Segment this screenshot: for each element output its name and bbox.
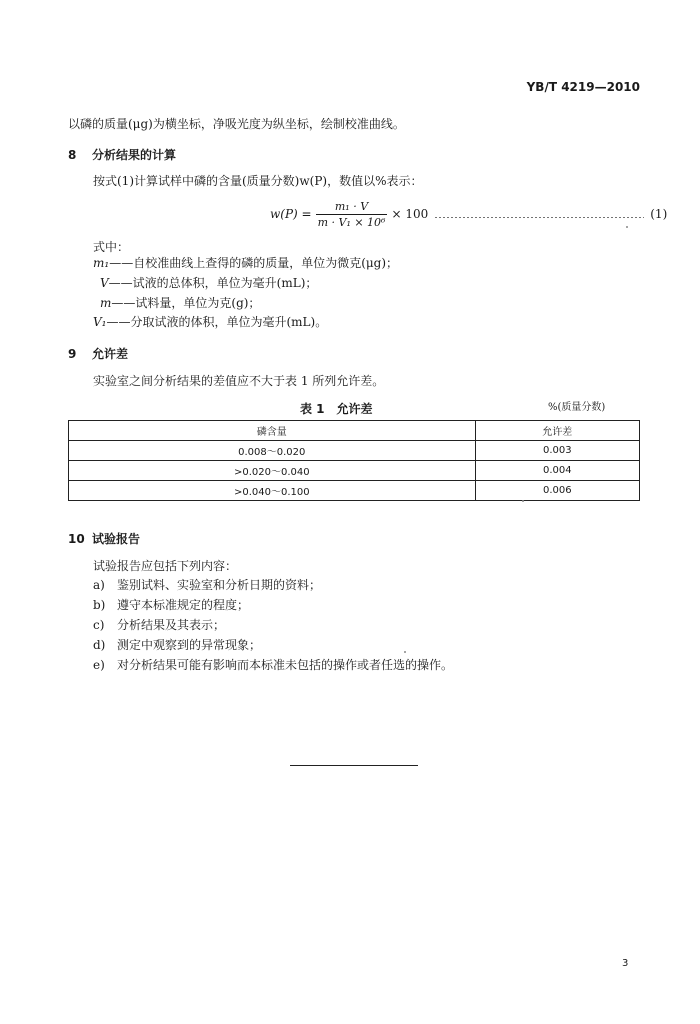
section-title: 允许差 <box>92 347 129 361</box>
variable-description: ——试料量，单位为克(g)； <box>111 296 261 310</box>
section-9-text: 实验室之间分析结果的差值应不大于表 1 所列允许差。 <box>93 374 385 388</box>
section-8-intro: 按式(1)计算试样中磷的含量(质量分数)w(P)，数值以%表示： <box>93 174 423 188</box>
list-item-label: b) <box>93 598 106 612</box>
section-title: 试验报告 <box>92 532 141 546</box>
variable-symbol: V <box>100 276 109 290</box>
fraction-bar <box>316 214 388 215</box>
section-8-heading <box>68 146 176 163</box>
table-row <box>69 441 640 461</box>
variable-description: ——分取试液的体积，单位为毫升(mL)。 <box>106 315 328 329</box>
list-item <box>93 578 321 592</box>
formula-numerator: m₁ · V <box>334 199 369 213</box>
list-item-label: d) <box>93 638 106 652</box>
variable-description: ——自校准曲线上查得的磷的质量，单位为微克(μg)； <box>109 256 399 270</box>
section-10-heading <box>68 530 140 547</box>
list-item-text: 对分析结果可能有影响而本标准未包括的操作或者任选的操作。 <box>117 658 454 672</box>
table-cell: 0.006 <box>475 481 639 501</box>
intro-paragraph: 以磷的质量(μg)为横坐标，净吸光度为纵坐标，绘制校准曲线。 <box>68 117 405 131</box>
table-header-cell: 磷含量 <box>69 421 476 441</box>
table-cell: >0.040～0.100 <box>69 481 476 501</box>
variable-symbol: m <box>100 296 112 310</box>
table-row <box>69 461 640 481</box>
section-number: 10 <box>68 532 85 546</box>
list-item <box>93 638 261 652</box>
scan-speck <box>626 226 628 228</box>
section-9-heading <box>68 345 128 362</box>
variable-definition <box>93 315 327 329</box>
section-number: 9 <box>68 347 77 361</box>
list-item <box>93 658 453 672</box>
dot-leader <box>434 210 644 218</box>
list-item-label: c) <box>93 618 105 632</box>
table-cell: 0.003 <box>475 441 639 461</box>
page-number: 3 <box>622 958 629 969</box>
equation-number: (1) <box>650 207 668 221</box>
list-item-label: a) <box>93 578 105 592</box>
table-header-cell: 允许差 <box>475 421 639 441</box>
table-header-row <box>69 421 640 441</box>
tolerance-table <box>68 420 640 501</box>
where-label: 式中： <box>93 240 130 254</box>
variable-description: ——试液的总体积，单位为毫升(mL)； <box>108 276 318 290</box>
list-item-text: 测定中观察到的异常现象； <box>117 638 262 652</box>
variable-symbol: V₁ <box>93 315 107 329</box>
scan-speck <box>404 651 406 653</box>
list-item-text: 分析结果及其表示； <box>117 618 226 632</box>
table-caption: 表 1 允许差 <box>300 402 373 416</box>
end-rule <box>290 765 418 766</box>
list-item <box>93 618 225 632</box>
table-cell: 0.008～0.020 <box>69 441 476 461</box>
formula-fraction <box>316 200 388 229</box>
list-item <box>93 598 249 612</box>
table-row <box>69 481 640 501</box>
scan-speck <box>522 500 524 502</box>
formula-1 <box>270 198 667 230</box>
list-item-text: 遵守本标准规定的程度； <box>117 598 250 612</box>
table-cell: >0.020～0.040 <box>69 461 476 481</box>
section-number: 8 <box>68 148 77 162</box>
list-item-text: 鉴别试料、实验室和分析日期的资料； <box>117 578 322 592</box>
variable-definition <box>93 256 398 270</box>
variable-symbol: m₁ <box>93 256 110 270</box>
table-cell: 0.004 <box>475 461 639 481</box>
document-code: YB/T 4219—2010 <box>526 80 640 94</box>
section-title: 分析结果的计算 <box>92 148 177 162</box>
variable-definition <box>100 276 317 290</box>
formula-lhs: w(P) = <box>270 207 312 221</box>
formula-tail: × 100 <box>391 207 429 221</box>
formula-denominator: m · V₁ × 10⁶ <box>317 215 386 229</box>
variable-definition <box>100 296 260 310</box>
section-10-intro: 试验报告应包括下列内容： <box>93 559 238 573</box>
list-item-label: e) <box>93 658 105 672</box>
table-unit: %(质量分数) <box>548 402 606 413</box>
